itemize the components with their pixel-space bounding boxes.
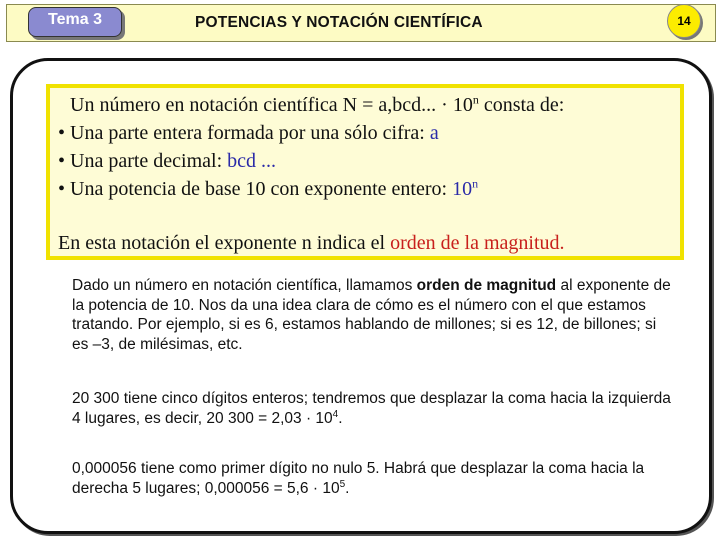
example-text: 20 300 tiene cinco dígitos enteros; tendremos que desplazar la coma hacia la izquierda 4 lugares, es decir, 20 300 = 2,03 · 10 bbox=[72, 390, 671, 427]
bullet-highlight: a bbox=[429, 122, 439, 144]
example-text: . bbox=[345, 479, 350, 497]
exponent: 5 bbox=[339, 478, 346, 490]
definition-text: consta de: bbox=[478, 94, 565, 116]
definition-line bbox=[70, 94, 564, 117]
explanation-paragraph bbox=[72, 276, 672, 354]
page-title: POTENCIAS Y NOTACIÓN CIENTÍFICA bbox=[195, 14, 483, 31]
paragraph-text: Dado un número en notación científica, llamamos bbox=[72, 277, 417, 294]
note-text: En esta notación el exponente n indica el bbox=[58, 232, 391, 254]
note-highlight: orden de la magnitud. bbox=[390, 232, 565, 254]
bullet-decimal-part bbox=[58, 150, 276, 173]
page-number-badge bbox=[667, 4, 701, 38]
paragraph-bold: orden de magnitud bbox=[416, 277, 557, 294]
topic-tab[interactable] bbox=[28, 7, 122, 37]
page-number: 14 bbox=[677, 14, 691, 28]
bullet-text: • Una parte entera formada por una sólo cifra: bbox=[58, 122, 430, 144]
example-text: 0,000056 tiene como primer dígito no nulo 5. Habrá que desplazar la coma hacia la derecha 5 lugares; 0,000056 = 5,6 · 10 bbox=[72, 460, 645, 497]
example-1 bbox=[72, 389, 672, 428]
bullet-integer-part bbox=[58, 122, 439, 145]
definition-text: Un número en notación científica N = a,bcd... · 10 bbox=[70, 94, 473, 116]
definition-box bbox=[46, 84, 684, 260]
paragraph-text: al exponente de la potencia de 10. Nos da una idea clara de cómo es el número con el que estamos tratando. Por ejemplo, si es 6, estamos hablando de millones; si es 12, de billones; si es –3, de milésimas, etc. bbox=[72, 277, 671, 353]
magnitude-note bbox=[58, 232, 565, 255]
exponent: 4 bbox=[332, 408, 339, 420]
bullet-highlight: 10 bbox=[452, 178, 473, 200]
bullet-text: • Una potencia de base 10 con exponente entero: bbox=[58, 178, 453, 200]
bullet-text: • Una parte decimal: bbox=[58, 150, 228, 172]
bullet-highlight: bcd ... bbox=[227, 150, 277, 172]
topic-tab-label: Tema 3 bbox=[48, 11, 102, 28]
example-text: . bbox=[338, 409, 343, 427]
example-2 bbox=[72, 459, 672, 498]
exponent: n bbox=[472, 176, 479, 191]
bullet-power bbox=[58, 178, 478, 201]
exponent: n bbox=[472, 92, 479, 107]
